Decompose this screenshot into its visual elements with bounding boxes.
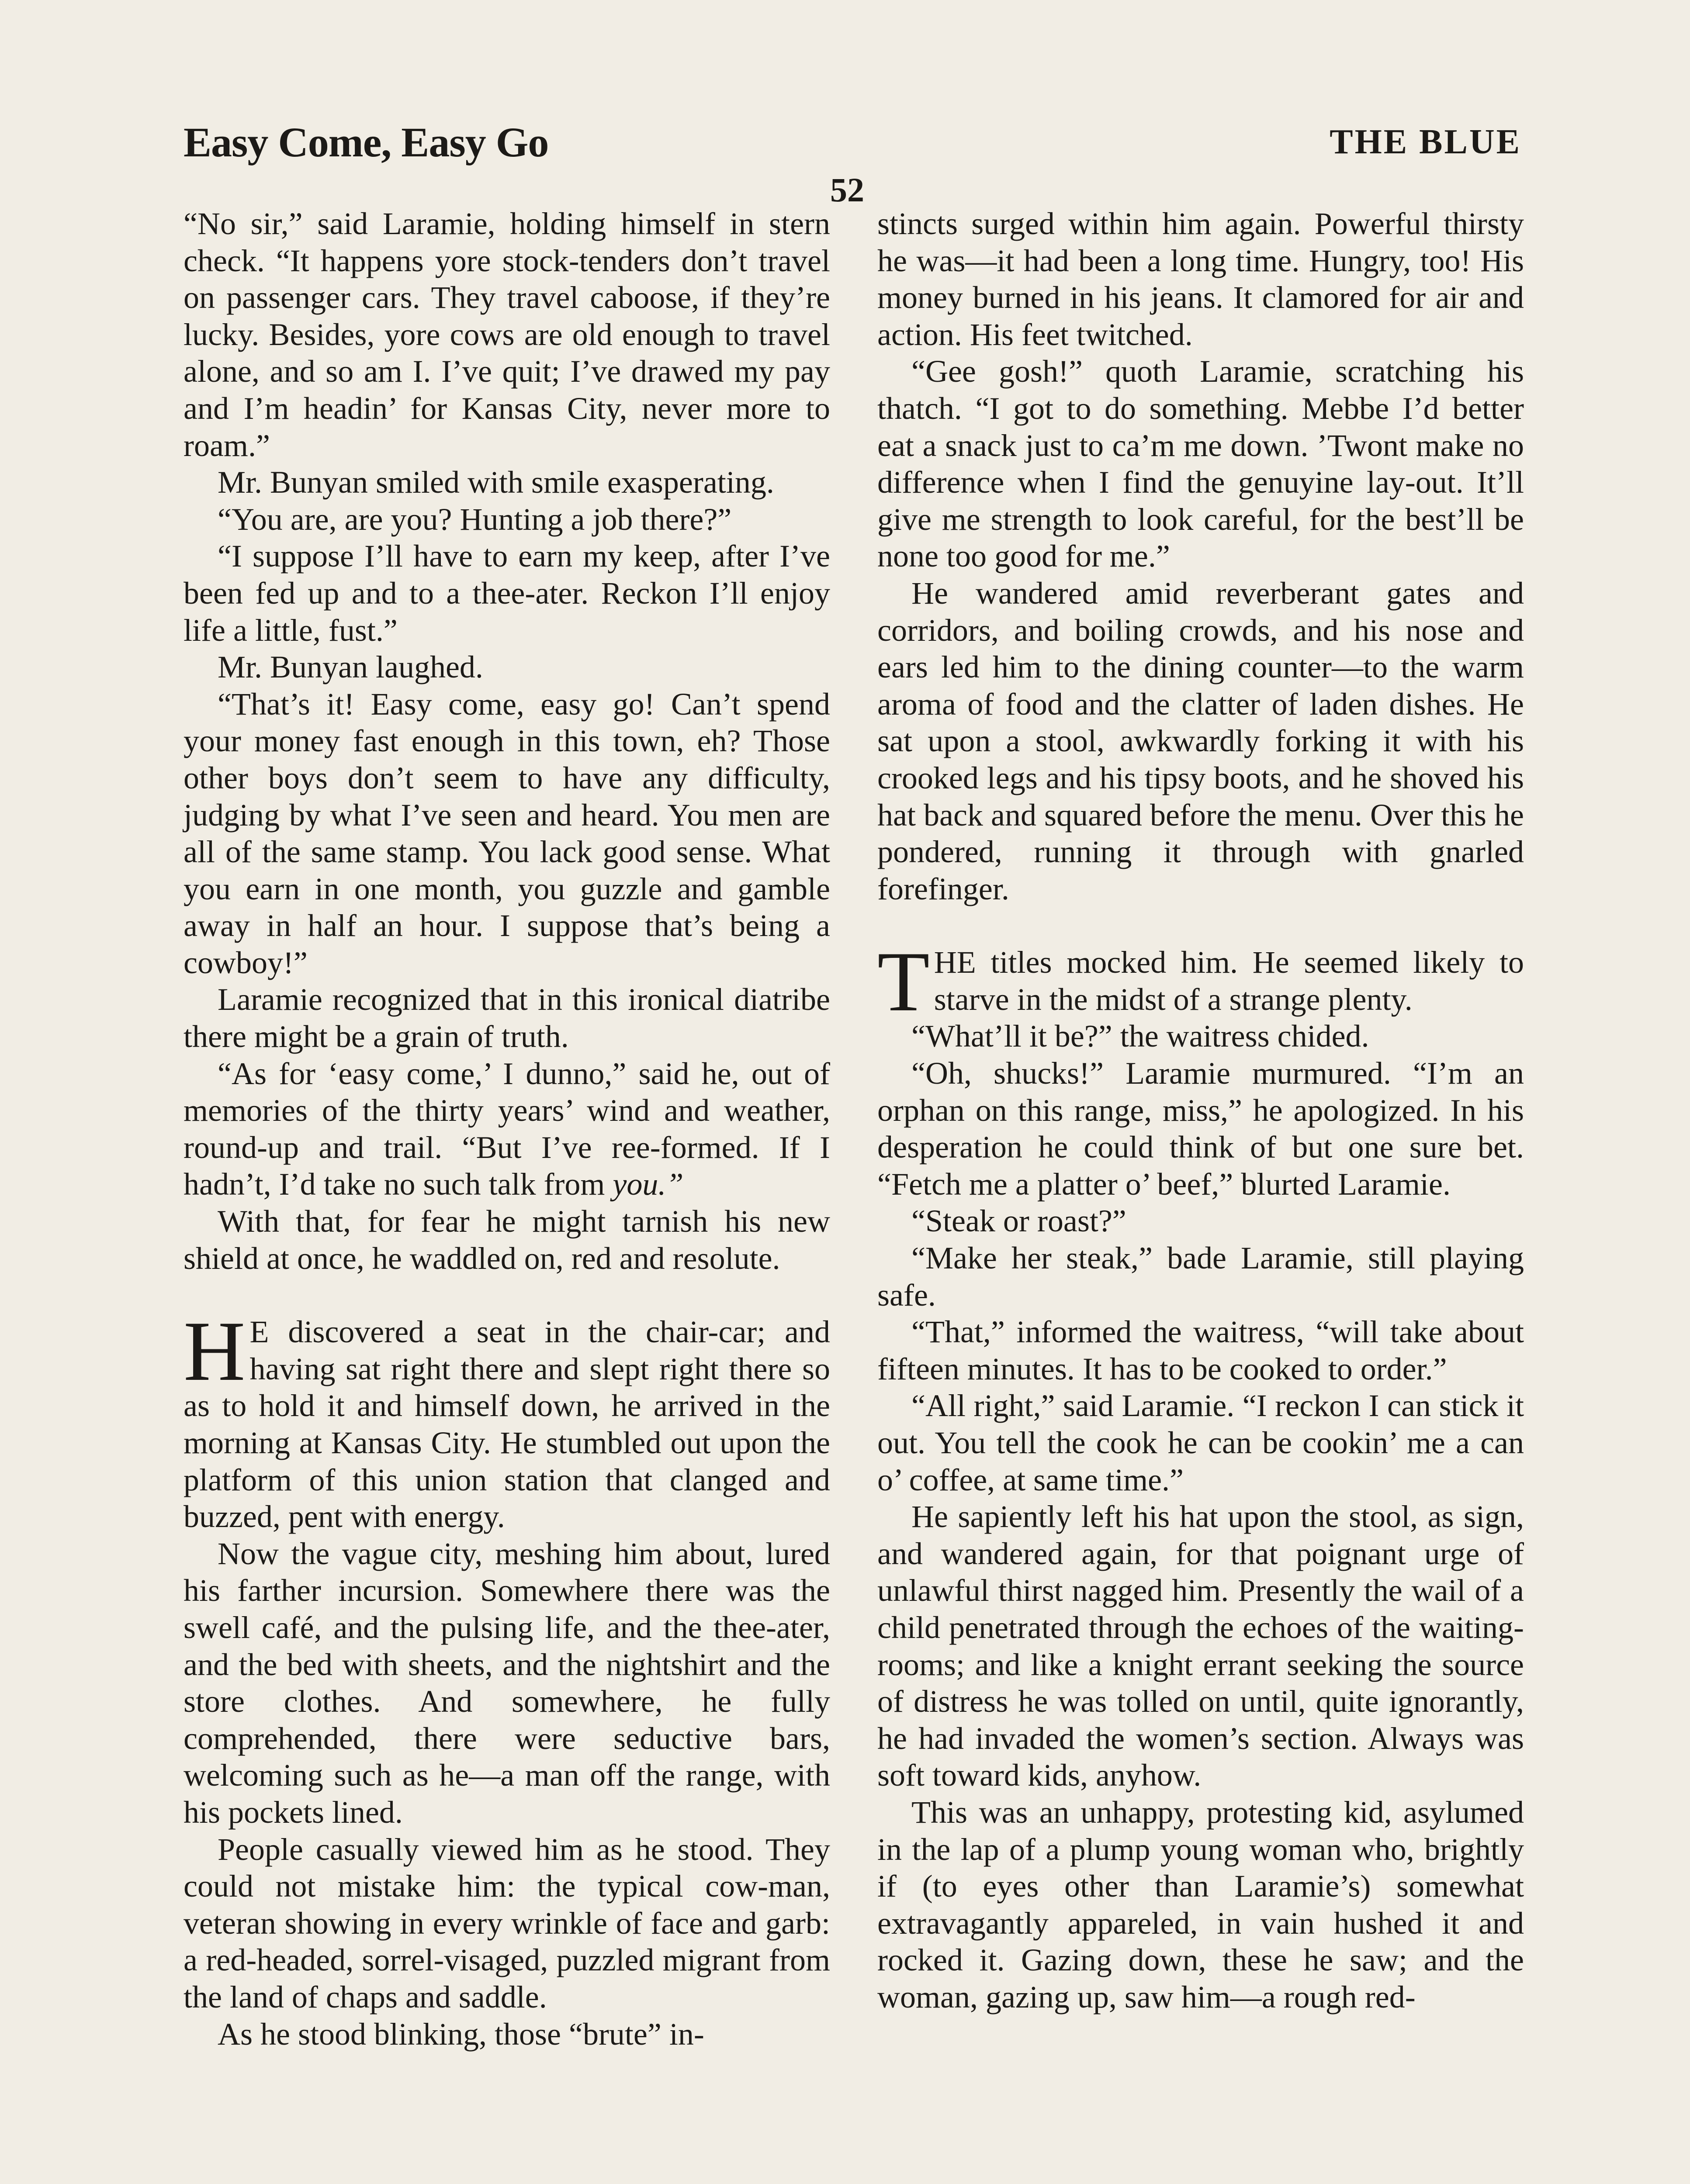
paragraph: Mr. Bunyan smiled with smile exasperating. <box>218 465 774 500</box>
paragraph: “That,” informed the waitress, “will take about fifteen minutes. It has to be cooked to order.” <box>877 1314 1524 1386</box>
section-break <box>184 1277 830 1313</box>
paragraph: “What’ll it be?” the waitress chided. <box>911 1019 1369 1054</box>
right-column <box>877 205 1524 2016</box>
paragraph-text: “As for ‘easy come,’ I dunno,” said he, out of memories of the thirty years’ wind and weather, round-up and trail. “But I’ve ree-formed. If I hadn’t, I’d take no such talk from <box>184 1056 830 1202</box>
paragraph: He sapiently left his hat upon the stool, as sign, and wandered again, for that poignant urge of unlawful thirst nagged him. Presently the wail of a child penetrated through the echoes of the waiting-rooms; and like a knight errant seeking the source of distress he was tolled on until, quite ignorantly, he had invaded the women’s section. Always was soft toward kids, anyhow. <box>877 1499 1524 1793</box>
paragraph: “Make her steak,” bade Laramie, still playing safe. <box>877 1241 1524 1313</box>
paragraph: People casually viewed him as he stood. They could not mistake him: the typical cow-man, veteran showing in every wrinkle of face and garb: a red-headed, sorrel-visaged, puzzled migrant from the land of chaps and saddle. <box>184 1832 830 2015</box>
paragraph: “You are, are you? Hunting a job there?” <box>218 501 732 537</box>
paragraph: This was an unhappy, protesting kid, asylumed in the lap of a plump young woman who, brightly if (to eyes other than Laramie’s) somewhat extravagantly appareled, in vain hushed it and rocked it. Gazing down, these he saw; and the woman, gazing up, saw him—a rough red- <box>877 1794 1524 2015</box>
drop-cap-rest: HE <box>934 945 976 980</box>
italic-word: you.” <box>613 1167 684 1202</box>
page-number: 52 <box>830 171 864 209</box>
paragraph: “No sir,” said Laramie, holding himself in stern check. “It happens yore stock-tenders don’t travel on passenger cars. They travel caboose, if they’re lucky. Besides, yore cows are old enough to travel alone, and so am I. I’ve quit; I’ve drawed my pay and I’m headin’ for Kansas City, never more to roam.” <box>184 206 830 463</box>
paragraph: “Gee gosh!” quoth Laramie, scratching his thatch. “I got to do something. Mebbe I’d better eat a snack just to ca’m me down. ’Twont make no difference when I find the genuyine lay-out. It’ll give me strength to look careful, for the best’ll be none too good for me.” <box>877 354 1524 574</box>
paragraph <box>877 934 1524 1030</box>
paragraph: Laramie recognized that in this ironical diatribe there might be a grain of truth. <box>184 982 830 1054</box>
paragraph: stincts surged within him again. Powerful thirsty he was—it had been a long time. Hungry, too! His money burned in his jeans. It clamored for air and action. His feet twitched. <box>877 206 1524 352</box>
drop-cap-rest: E <box>249 1314 269 1350</box>
paragraph: He wandered amid reverberant gates and corridors, and boiling crowds, and his nose and ears led him to the dining counter—to the warm aroma of food and the clatter of laden dishes. He sat upon a stool, awkwardly forking it with his crooked legs and his tipsy boots, and he shoved his hat back and squared before the menu. Over this he pondered, running it through with gnarled forefinger. <box>877 575 1524 906</box>
paragraph-text: titles mocked him. He seemed likely to starve in the midst of a strange plenty. <box>934 945 1524 1017</box>
paragraph-text: discovered a seat in the chair-car; and having sat right there and slept right there so as to hold it and himself down, he arrived in the morning at Kansas City. He stumbled out upon the platform of this union station that clanged and buzzed, pent with energy. <box>184 1314 830 1534</box>
section-break <box>877 907 1524 944</box>
paragraph <box>184 1304 830 1535</box>
paragraph: “That’s it! Easy come, easy go! Can’t spend your money fast enough in this town, eh? Those other boys don’t seem to have any difficulty, judging by what I’ve seen and heard. You men are all of the same stamp. You lack good sense. What you earn in one month, you guzzle and gamble away in half an hour. I suppose that’s being a cowboy!” <box>184 686 830 980</box>
paragraph <box>184 1055 830 1203</box>
paragraph: Mr. Bunyan laughed. <box>218 650 483 685</box>
paragraph: Now the vague city, meshing him about, lured his farther incursion. Somewhere there was the swell café, and the pulsing life, and the thee-ater, and the bed with sheets, and the nightshirt and the store clothes. And somewhere, he fully comprehended, there were seductive bars, welcoming such as he—a man off the range, with his pockets lined. <box>184 1536 830 1830</box>
drop-cap: T <box>877 934 930 1030</box>
paragraph: “Steak or roast?” <box>911 1203 1126 1239</box>
paragraph: “Oh, shucks!” Laramie murmured. “I’m an orphan on this range, miss,” he apologized. In his desperation he could think of but one sure bet. “Fetch me a platter o’ beef,” blurted Laramie. <box>877 1056 1524 1202</box>
story-title: Easy Come, Easy Go <box>184 119 549 166</box>
paragraph: “All right,” said Laramie. “I reckon I can stick it out. You tell the cook he can be cookin’ me a can o’ coffee, at same time.” <box>877 1388 1524 1497</box>
paragraph: As he stood blinking, those “brute” in- <box>218 2016 704 2052</box>
magazine-name: THE BLUE <box>1330 123 1521 161</box>
drop-cap: H <box>184 1304 246 1399</box>
paragraph: “I suppose I’ll have to earn my keep, after I’ve been fed up and to a thee-ater. Reckon I’ll enjoy life a little, fust.” <box>184 539 830 648</box>
left-column <box>184 205 830 2053</box>
paragraph: With that, for fear he might tarnish his new shield at once, he waddled on, red and resolute. <box>184 1204 830 1276</box>
